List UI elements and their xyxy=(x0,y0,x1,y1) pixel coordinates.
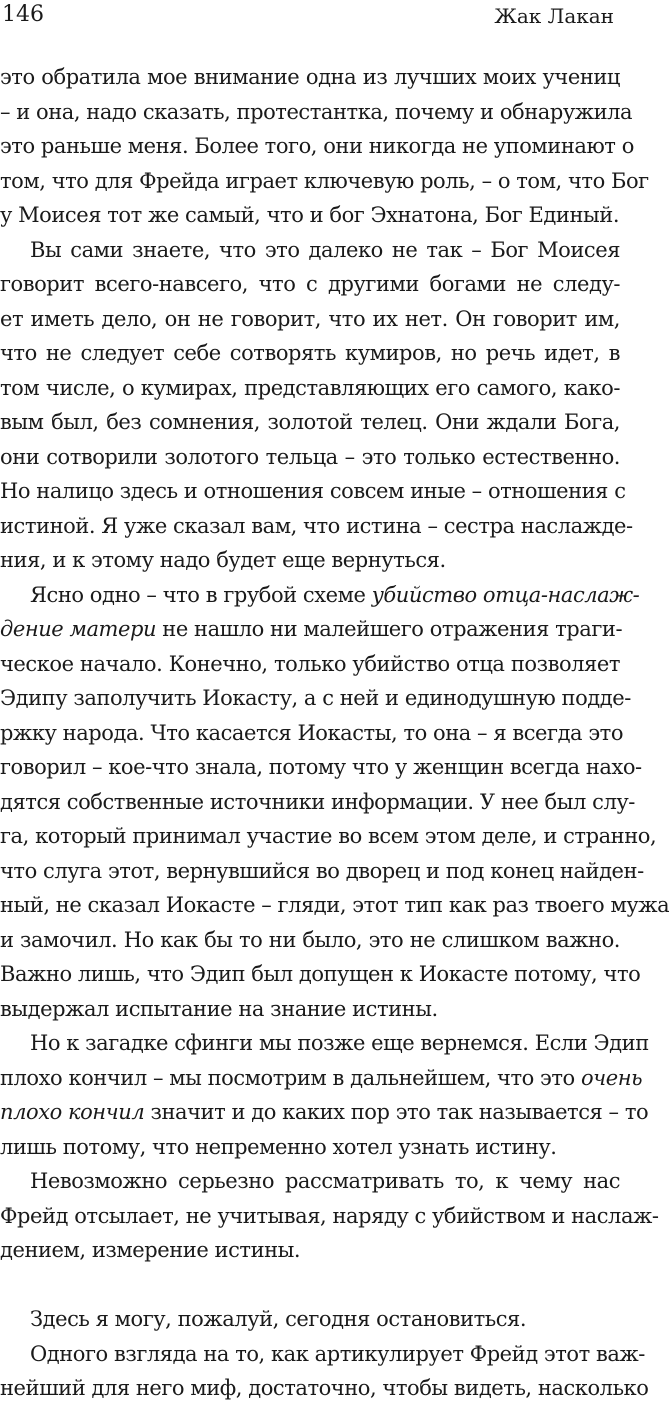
text-line: ный, не сказал Иокасте – гляди, этот тип как раз твоего мужа xyxy=(0,893,669,917)
body-text xyxy=(0,60,669,1406)
text-line: Но к загадке сфинги мы позже еще вернемся. Если Эдип xyxy=(30,1031,649,1055)
text-line: это раньше меня. Более того, они никогда не упоминают о xyxy=(0,134,634,158)
text-line: Фрейд отсылает, не учитывая, наряду с убийством и наслаж- xyxy=(0,1203,659,1228)
text-line: Важно лишь, что Эдип был допущен к Иокасте потому, что xyxy=(0,962,641,986)
text-line: что не следует себе сотворять кумиров, но речь идет, в xyxy=(0,341,620,365)
text-line: Невозможно серьезно рассматривать то, к чему нас xyxy=(30,1169,620,1193)
text-line: выдержал испытание на знание истины. xyxy=(0,996,438,1021)
italic-run: очень xyxy=(580,1065,643,1090)
text-line: истиной. Я уже сказал вам, что истина – сестра наслажде- xyxy=(0,513,633,538)
text-line: говорил – кое-что знала, потому что у женщин всегда нахо- xyxy=(0,755,642,779)
text-line: и замочил. Но как бы то ни было, это не слишком важно. xyxy=(0,927,620,952)
text-line: вым был, без сомнения, золотой телец. Они ждали Бога, xyxy=(0,410,620,434)
italic-run: дение матери xyxy=(0,617,157,641)
text-line: том числе, о кумирах, представляющих его самого, како- xyxy=(0,375,620,400)
text-line: Одного взгляда на то, как артикулирует Фрейд этот важ- xyxy=(30,1341,645,1366)
page-number: 146 xyxy=(2,2,44,27)
text-line: у Моисея тот же самый, что и бог Эхнатона, Бог Единый. xyxy=(0,203,620,227)
text-line: том, что для Фрейда играет ключевую роль, – о том, что Бог xyxy=(0,168,649,193)
text-line: дением, измерение истины. xyxy=(0,1238,301,1262)
text-line: нейший для него миф, достаточно, чтобы видеть, насколько xyxy=(0,1376,649,1400)
text-line: – и она, надо сказать, протестантка, почему и обнаружила xyxy=(0,99,633,124)
running-head: Жак Лакан xyxy=(494,4,614,28)
text-line: Эдипу заполучить Иокасту, а с ней и единодушную подде- xyxy=(0,686,631,710)
text-line: Но налицо здесь и отношения совсем иные – отношения с xyxy=(0,479,626,503)
text-line: что слуга этот, вернувшийся во дворец и под конец найден- xyxy=(0,858,644,883)
text-line: Здесь я могу, пожалуй, сегодня остановиться. xyxy=(30,1307,527,1331)
text-line xyxy=(0,1061,643,1096)
text-run: плохо кончил – мы посмотрим в дальнейшем, что это xyxy=(0,1065,581,1090)
text-run: Ясно одно – что в грубой схеме xyxy=(30,582,372,607)
text-line: Вы сами знаете, что это далеко не так – Бог Моисея xyxy=(30,237,620,262)
text-line: га, который принимал участие во всем этом деле, и странно, xyxy=(0,824,657,848)
text-line: ет иметь дело, он не говорит, что их нет. Он говорит им, xyxy=(0,306,620,331)
page-header xyxy=(0,0,620,40)
text-line: они сотворили золотого тельца – это только естественно. xyxy=(0,444,620,469)
text-run: не нашло ни малейшего отражения траги- xyxy=(156,617,623,641)
text-line: ржку народа. Что касается Иокасты, то она – я всегда это xyxy=(0,720,624,745)
text-line xyxy=(0,578,640,613)
text-run: значит и до каких пор это так называется – то xyxy=(144,1100,649,1124)
text-line: ния, и к этому надо будет еще вернуться. xyxy=(0,548,446,572)
text-line: дятся собственные источники информации. У нее был слу- xyxy=(0,789,635,814)
text-line: лишь потому, что непременно хотел узнать истину. xyxy=(0,1134,557,1159)
text-line xyxy=(0,612,623,647)
text-line: это обратила мое внимание одна из лучших моих учениц xyxy=(0,65,620,89)
text-line: говорит всего-навсего, что с другими богами не следу- xyxy=(0,272,620,296)
text-line: ческое начало. Конечно, только убийство отца позволяет xyxy=(0,651,620,676)
italic-run: плохо кончил xyxy=(0,1100,145,1124)
italic-run: убийство отца-наслаж- xyxy=(371,582,640,607)
text-line xyxy=(0,1095,649,1130)
